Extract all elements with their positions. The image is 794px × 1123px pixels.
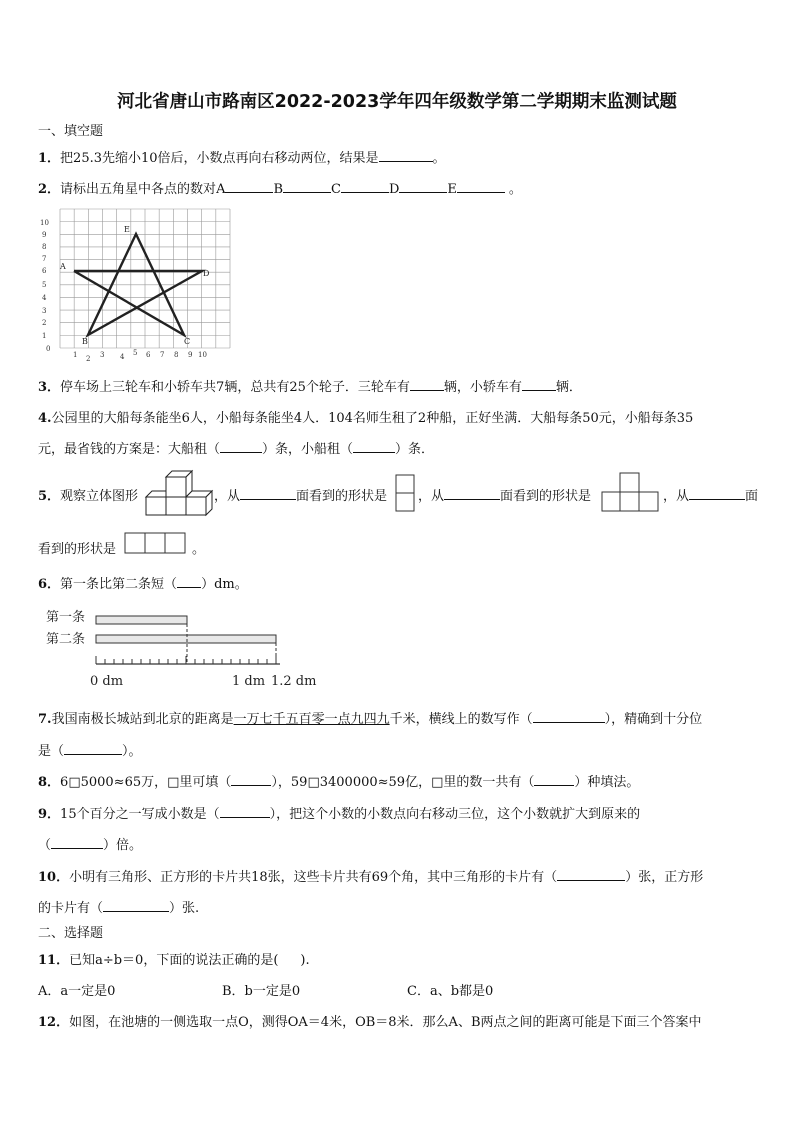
question-text: ）dm。 xyxy=(201,577,248,592)
point-label-e: E xyxy=(447,182,457,197)
question-number: 3． xyxy=(38,380,61,395)
x-tick: 7 xyxy=(160,351,165,359)
star-grid-figure xyxy=(36,200,246,365)
question-text: ）张. xyxy=(169,901,200,916)
question-end: 。 xyxy=(432,151,446,166)
question-6 xyxy=(38,573,248,592)
answer-blank[interactable] xyxy=(220,440,262,453)
question-9-line-2 xyxy=(38,834,142,853)
question-end: ). xyxy=(300,953,310,968)
question-4-line-2 xyxy=(38,438,434,457)
view-shape-vertical xyxy=(395,474,415,512)
question-number: 11． xyxy=(38,953,70,968)
answer-blank[interactable] xyxy=(457,180,505,193)
question-2 xyxy=(38,178,522,197)
question-text: 面看到的形状是 xyxy=(500,489,592,504)
y-tick: 8 xyxy=(42,243,47,251)
question-text: 公园里的大船每条能坐6人，小船每条能坐4人．104名师生租了2种船，正好坐满．大船每条50元，小船每条35 xyxy=(51,411,694,426)
x-tick: 1 xyxy=(73,351,78,359)
answer-blank[interactable] xyxy=(283,180,331,193)
view-shape-row xyxy=(124,532,188,554)
question-12 xyxy=(38,1011,702,1030)
point-label-b: B xyxy=(273,182,284,197)
y-tick: 5 xyxy=(42,281,47,289)
question-text: ）条，小船租（ xyxy=(262,442,354,457)
question-number: 10． xyxy=(38,870,70,885)
question-text: 已知a÷b＝0，下面的说法正确的是( xyxy=(69,953,279,968)
star-point-a: A xyxy=(60,262,66,271)
underlined-number-words: 一万七千五百零一点九四九 xyxy=(233,712,390,727)
y-tick: 6 xyxy=(42,267,47,275)
question-number: 12． xyxy=(38,1015,70,1030)
question-number: 2． xyxy=(38,182,61,197)
question-number: 7. xyxy=(38,712,52,727)
answer-blank[interactable] xyxy=(225,180,273,193)
question-text: 观察立体图形 xyxy=(60,489,139,504)
question-text: 千米，横线上的数写作（ xyxy=(389,712,533,727)
question-text: 第一条比第二条短（ xyxy=(60,577,178,592)
question-number: 1． xyxy=(38,151,61,166)
answer-blank[interactable] xyxy=(444,487,500,500)
bar-label-second: 第二条 xyxy=(46,632,86,647)
star-point-d: D xyxy=(203,269,210,278)
question-text: ）种填法。 xyxy=(574,775,640,790)
question-text: 是（ xyxy=(38,744,65,759)
ruler-label-one: 1 dm xyxy=(232,674,266,689)
answer-blank[interactable] xyxy=(240,487,296,500)
question-text: 请标出五角星中各点的数对 xyxy=(60,182,217,197)
answer-blank[interactable] xyxy=(534,773,574,786)
y-tick: 3 xyxy=(42,307,47,315)
question-5-part-2 xyxy=(214,485,387,504)
ruler-label-zero: 0 dm xyxy=(90,674,124,689)
answer-blank[interactable] xyxy=(557,868,625,881)
question-text: 面看到的形状是 xyxy=(296,489,388,504)
question-text: ）张，正方形 xyxy=(625,870,704,885)
option-c[interactable]: C．a、b都是0 xyxy=(407,984,494,999)
question-1 xyxy=(38,147,446,166)
option-b[interactable]: B．b一定是0 xyxy=(222,984,301,999)
question-10-line-2 xyxy=(38,897,199,916)
question-3 xyxy=(38,376,582,395)
answer-blank[interactable] xyxy=(341,180,389,193)
question-5-part-1 xyxy=(38,485,138,504)
question-5-line-2: 看到的形状是 xyxy=(38,542,117,557)
question-text: ），精确到十分位 xyxy=(604,712,703,727)
question-number: 4. xyxy=(38,411,52,426)
answer-blank[interactable] xyxy=(689,487,745,500)
question-text: ）条． xyxy=(395,442,435,457)
answer-blank[interactable] xyxy=(379,149,433,162)
answer-blank[interactable] xyxy=(103,899,169,912)
question-text: ），把这个小数的小数点向右移动三位，这个小数就扩大到原来的 xyxy=(269,807,641,822)
question-text: 元，最省钱的方案是：大船租（ xyxy=(38,442,221,457)
solid-figure xyxy=(140,469,220,515)
question-text: 我国南极长城站到北京的距离是 xyxy=(51,712,234,727)
question-text: ，从 xyxy=(663,489,690,504)
star-point-e: E xyxy=(124,225,130,234)
answer-blank[interactable] xyxy=(220,805,270,818)
question-number: 9． xyxy=(38,807,61,822)
answer-blank[interactable] xyxy=(353,440,395,453)
section-heading-fill: 一、填空题 xyxy=(38,124,104,139)
question-text: 小明有三角形、正方形的卡片共18张，这些卡片共有69个角，其中三角形的卡片有（ xyxy=(69,870,558,885)
x-tick: 9 xyxy=(188,351,193,359)
question-text: ，从 xyxy=(214,489,241,504)
point-label-d: D xyxy=(388,182,400,197)
answer-blank[interactable] xyxy=(177,575,201,588)
question-text: 辆． xyxy=(555,380,582,395)
question-number: 8． xyxy=(38,775,61,790)
answer-blank[interactable] xyxy=(533,710,605,723)
star-point-c: C xyxy=(184,337,191,346)
question-text: 把25.3先缩小10倍后，小数点再向右移动两位，结果是 xyxy=(60,151,379,166)
question-5-part-3 xyxy=(418,485,591,504)
x-tick: 8 xyxy=(174,351,179,359)
x-tick: 3 xyxy=(100,351,105,359)
bar-second xyxy=(96,635,276,643)
question-text: ）倍。 xyxy=(103,838,143,853)
option-a[interactable]: A．a一定是0 xyxy=(38,984,116,999)
y-tick: 0 xyxy=(46,345,51,353)
question-text: 辆，小轿车有 xyxy=(443,380,522,395)
y-tick: 4 xyxy=(42,294,47,302)
question-text: 停车场上三轮车和小轿车共7辆，总共有25个轮子．三轮车有 xyxy=(60,380,410,395)
question-text: 如图，在池塘的一侧选取一点O，测得OA＝4米，OB＝8米．那么A、B两点之间的距离可能是下面三个答案中 xyxy=(69,1015,702,1030)
x-tick: 2 xyxy=(86,355,91,363)
y-tick: 1 xyxy=(42,332,47,340)
question-text: 15个百分之一写成小数是（ xyxy=(60,807,220,822)
question-text: 的卡片有（ xyxy=(38,901,104,916)
bar-label-first: 第一条 xyxy=(46,610,86,625)
x-tick: 10 xyxy=(198,351,207,359)
question-8 xyxy=(38,771,639,790)
answer-blank[interactable] xyxy=(51,836,103,849)
question-10-line-1 xyxy=(38,866,703,885)
answer-blank[interactable] xyxy=(399,180,447,193)
star-point-b: B xyxy=(82,337,88,346)
question-text: 面 xyxy=(745,489,759,504)
question-number: 6． xyxy=(38,577,61,592)
answer-blank[interactable] xyxy=(522,378,556,391)
y-tick: 9 xyxy=(42,231,47,239)
question-7-line-1 xyxy=(38,708,702,727)
question-7-line-2 xyxy=(38,740,142,759)
question-text: ），59□3400000≈59亿，□里的数一共有（ xyxy=(271,775,535,790)
question-text: ）。 xyxy=(122,744,142,759)
page-title: 河北省唐山市路南区2022-2023学年四年级数学第二学期期末监测试题 xyxy=(117,92,677,112)
question-number: 5． xyxy=(38,489,61,504)
question-4-line-1 xyxy=(38,407,693,426)
view-shape-t xyxy=(601,472,659,512)
question-end: 。 xyxy=(192,542,206,557)
point-label-a: A xyxy=(216,182,226,197)
y-tick: 7 xyxy=(42,255,47,263)
section-heading-choice: 二、选择题 xyxy=(38,926,104,941)
answer-blank[interactable] xyxy=(231,773,271,786)
y-tick: 10 xyxy=(40,219,49,227)
question-text: 6□5000≈65万，□里可填（ xyxy=(60,775,232,790)
question-5-part-4 xyxy=(663,485,758,504)
question-text: （ xyxy=(38,838,52,853)
question-end: 。 xyxy=(508,182,522,197)
answer-blank[interactable] xyxy=(64,742,122,755)
bar-first xyxy=(96,616,187,624)
bar-comparison-figure xyxy=(40,604,340,690)
x-tick: 5 xyxy=(133,349,138,357)
y-tick: 2 xyxy=(42,319,47,327)
answer-blank[interactable] xyxy=(410,378,444,391)
five-pointed-star xyxy=(74,234,202,335)
point-label-c: C xyxy=(331,182,341,197)
x-tick: 6 xyxy=(146,351,151,359)
question-text: ，从 xyxy=(418,489,445,504)
question-11 xyxy=(38,949,310,968)
ruler-label-onetwo: 1.2 dm xyxy=(271,674,317,689)
x-tick: 4 xyxy=(120,353,125,361)
question-9-line-1 xyxy=(38,803,640,822)
